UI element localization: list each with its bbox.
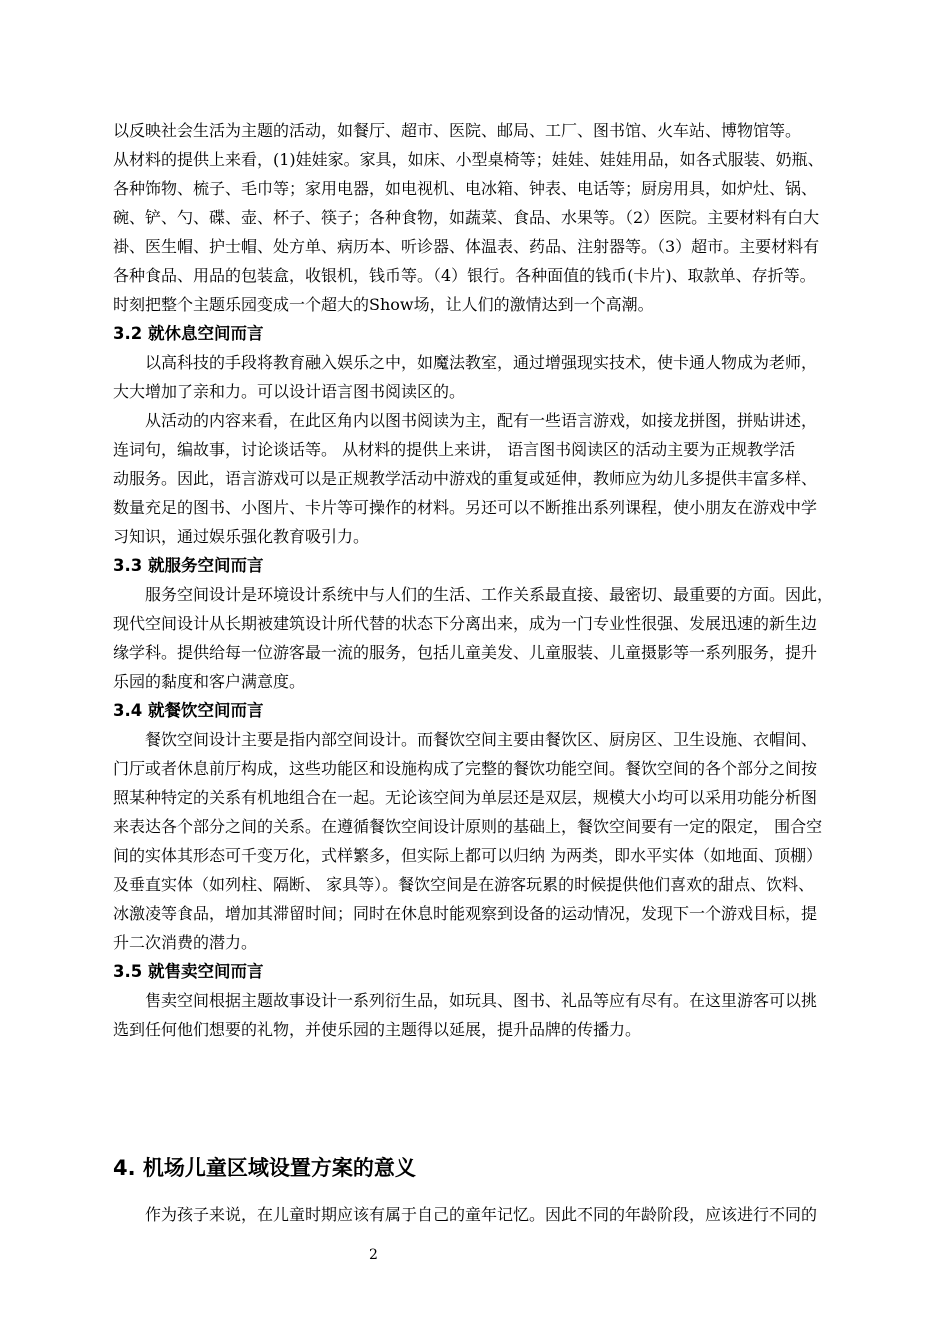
page-number: 2	[369, 1247, 378, 1263]
text-line: 选到任何他们想要的礼物，并使乐园的主题得以延展，提升品牌的传播力。	[113, 1020, 642, 1039]
text-line: 作为孩子来说，在儿童时期应该有属于自己的童年记忆。因此不同的年龄阶段，应该进行不同的	[145, 1205, 818, 1224]
text-line: 门厅或者休息前厅构成，这些功能区和设施构成了完整的餐饮功能空间。餐饮空间的各个部分之间按	[113, 759, 818, 778]
text-line: 现代空间设计从长期被建筑设计所代替的状态下分离出来，成为一门专业性很强、发展迅速的新生边	[113, 614, 818, 633]
text-line: 从活动的内容来看，在此区角内以图书阅读为主，配有一些语言游戏，如接龙拼图，拼贴讲述，	[145, 411, 818, 430]
section-heading-rest: 3.2 就休息空间而言	[113, 324, 264, 343]
text-line: 连词句，编故事，讨论谈话等。 从材料的提供上来讲， 语言图书阅读区的活动主要为正规教学活	[113, 440, 796, 459]
text-line: 来表达各个部分之间的关系。在遵循餐饮空间设计原则的基础上，餐饮空间要有一定的限定， 围合空	[113, 817, 823, 836]
text-line: 习知识，通过娱乐强化教育吸引力。	[113, 527, 370, 546]
text-line: 从材料的提供上来看，(1)娃娃家。家具，如床、小型桌椅等；娃娃、娃娃用品，如各式服装、奶瓶、	[113, 150, 824, 169]
text-line: 照某种特定的关系有机地组合在一起。无论该空间为单层还是双层，规模大小均可以采用功能分析图	[113, 788, 818, 807]
text-line: 数量充足的图书、小图片、卡片等可操作的材料。另还可以不断推出系列课程，使小朋友在游戏中学	[113, 498, 818, 517]
text-line: 各种食品、用品的包装盒，收银机，钱币等。（4）银行。各种面值的钱币(卡片)、取款单、存折等。	[113, 266, 816, 285]
text-line: 及垂直实体（如列柱、隔断、 家具等）。餐饮空间是在游客玩累的时候提供他们喜欢的甜点、饮料、	[113, 875, 815, 894]
chapter-title: 4. 机场儿童区域设置方案的意义	[113, 1156, 416, 1180]
document-body	[113, 116, 861, 1044]
text-line: 间的实体其形态可千变万化，式样繁多，但实际上都可以归纳 为两类，即水平实体（如地面、顶棚）	[113, 846, 823, 865]
section-heading-retail: 3.5 就售卖空间而言	[113, 962, 264, 981]
text-line: 缘学科。提供给每一位游客最一流的服务，包括儿童美发、儿童服装、儿童摄影等一系列服务，提升	[113, 643, 818, 662]
text-line: 升二次消费的潜力。	[113, 933, 258, 952]
text-line: 时刻把整个主题乐园变成一个超大的Show场，让人们的激情达到一个高潮。	[113, 295, 654, 314]
text-line: 各种饰物、梳子、毛巾等；家用电器，如电视机、电冰箱、钟表、电话等；厨房用具，如炉灶、锅、	[113, 179, 818, 198]
text-line: 动服务。因此，语言游戏可以是正规教学活动中游戏的重复或延伸，教师应为幼儿多提供丰富多样、	[113, 469, 818, 488]
text-line: 以高科技的手段将教育融入娱乐之中，如魔法教室，通过增强现实技术，使卡通人物成为老师，	[145, 353, 818, 372]
chapter-body	[113, 1200, 861, 1229]
text-line: 乐园的黏度和客户满意度。	[113, 672, 306, 691]
text-line: 服务空间设计是环境设计系统中与人们的生活、工作关系最直接、最密切、最重要的方面。因此，	[145, 585, 834, 604]
text-line: 售卖空间根据主题故事设计一系列衍生品，如玩具、图书、礼品等应有尽有。在这里游客可以挑	[145, 991, 818, 1010]
text-line: 餐饮空间设计主要是指内部空间设计。而餐饮空间主要由餐饮区、厨房区、卫生设施、衣帽间、	[145, 730, 818, 749]
text-line: 褂、医生帽、护士帽、处方单、病历本、听诊器、体温表、药品、注射器等。（3）超市。主要材料有	[113, 237, 820, 256]
text-line: 大大增加了亲和力。可以设计语言图书阅读区的。	[113, 382, 466, 401]
section-heading-service: 3.3 就服务空间而言	[113, 556, 264, 575]
text-line: 以反映社会生活为主题的活动，如餐厅、超市、医院、邮局、工厂、图书馆、火车站、博物馆等。	[113, 121, 802, 140]
section-heading-dining: 3.4 就餐饮空间而言	[113, 701, 264, 720]
text-line: 碗、铲、勺、碟、壶、杯子、筷子；各种食物，如蔬菜、食品、水果等。（2）医院。主要材料有白大	[113, 208, 820, 227]
text-line: 冰激凌等食品，增加其滞留时间；同时在休息时能观察到设备的运动情况，发现下一个游戏目标，提	[113, 904, 818, 923]
